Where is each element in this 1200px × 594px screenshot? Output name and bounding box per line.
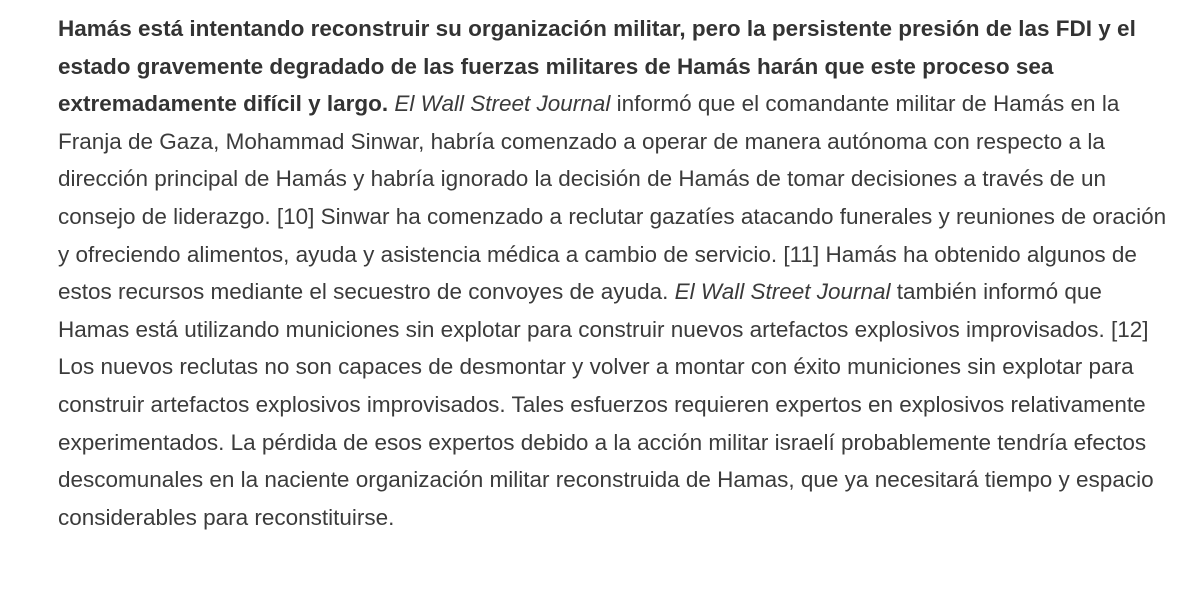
publication-name: El Wall Street Journal xyxy=(394,91,611,117)
lead-summary: Hamás está intentando reconstruir su organización militar, pero la persistente presión de las FDI y el estado gravemente degradado de las fuerzas militares de Hamás harán que este proceso sea extremadamente difícil y largo. xyxy=(58,16,1136,117)
body-text: informó que el comandante militar de Hamás en la Franja de Gaza, Mohammad Sinwar, habría comenzado a operar de manera autónoma con respecto a la dirección principal de Hamás y habría ignorado la decisión de Hamás de tomar decisiones a través de un consejo de liderazgo. [10] Sinwar ha comenzado a reclutar gazatíes atacando funerales y reuniones de oración y ofreciendo alimentos, ayuda y asistencia médica a cambio de servicio. [11] Hamás ha obtenido algunos de estos recursos mediante el secuestro de convoyes de ayuda. xyxy=(58,91,1167,305)
article-paragraph xyxy=(58,10,1173,536)
body-text: también informó que Hamas está utilizando municiones sin explotar para construir nuevos artefactos explosivos improvisados. [12] Los nuevos reclutas no son capaces de desmontar y volver a montar con éxito municiones sin explotar para construir artefactos explosivos improvisados. Tales esfuerzos requieren expertos en explosivos relativamente experimentados. La pérdida de esos expertos debido a la acción militar israelí probablemente tendría efectos descomunales en la naciente organización militar reconstruida de Hamas, que ya necesitará tiempo y espacio considerables para reconstituirse. xyxy=(58,279,1154,530)
publication-name: El Wall Street Journal xyxy=(674,279,891,305)
